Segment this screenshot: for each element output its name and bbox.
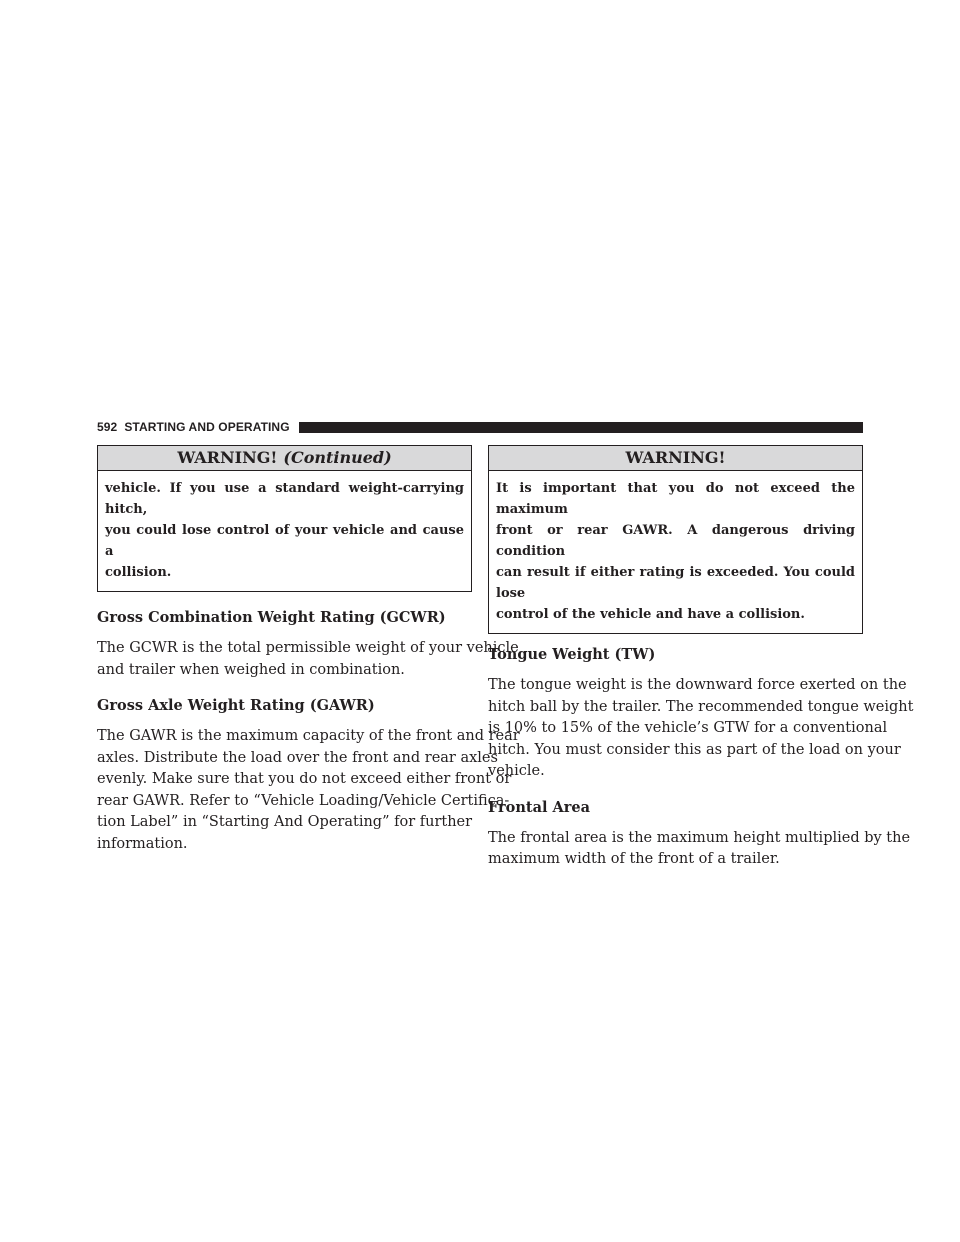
section-title: STARTING AND OPERATING xyxy=(124,420,290,434)
page-number: 592 xyxy=(97,420,118,434)
warning-line: collision. xyxy=(105,565,172,580)
paragraph-line: tion Label” in “Starting And Operating” for further xyxy=(97,814,473,830)
frontal-heading: Frontal Area xyxy=(488,798,591,816)
warning-line: you could lose control of your vehicle and cause a xyxy=(105,523,464,559)
warning-line: control of the vehicle and have a collision. xyxy=(496,607,805,622)
warning-heading xyxy=(98,446,471,471)
warning-box xyxy=(488,445,863,634)
warning-line: can result if either rating is exceeded. You could lose xyxy=(496,565,855,601)
warning-box-continued xyxy=(97,445,472,592)
gawr-paragraph xyxy=(97,726,520,855)
warning-continued: (Continued) xyxy=(283,448,392,467)
header-rule xyxy=(299,422,863,433)
paragraph-line: hitch ball by the trailer. The recommended tongue weight xyxy=(488,698,914,715)
warning-text xyxy=(98,471,471,591)
tw-paragraph xyxy=(488,675,914,783)
paragraph-line: The GAWR is the maximum capacity of the front and rear xyxy=(97,728,520,744)
warning-line: It is important that you do not exceed the maximum xyxy=(496,481,855,517)
paragraph-line: information. xyxy=(97,835,188,852)
frontal-paragraph xyxy=(488,828,911,871)
gcwr-heading: Gross Combination Weight Rating (GCWR) xyxy=(97,609,446,626)
paragraph-line: and trailer when weighed in combination. xyxy=(97,661,405,678)
warning-title: WARNING! xyxy=(177,448,278,467)
gawr-heading: Gross Axle Weight Rating (GAWR) xyxy=(97,697,375,714)
tw-heading: Tongue Weight (TW) xyxy=(488,646,656,663)
paragraph-line: maximum width of the front of a trailer. xyxy=(488,851,780,867)
right-column xyxy=(488,445,914,871)
paragraph-line: evenly. Make sure that you do not exceed either front or xyxy=(97,771,512,787)
paragraph-line: The frontal area is the maximum height multiplied by the xyxy=(488,829,911,846)
paragraph-line: hitch. You must consider this as part of the load on your xyxy=(488,741,901,758)
gcwr-paragraph xyxy=(97,638,519,681)
page-header xyxy=(97,418,863,436)
warning-line: vehicle. If you use a standard weight-carrying hitch, xyxy=(105,481,464,517)
left-column xyxy=(97,445,520,855)
paragraph-line: axles. Distribute the load over the front and rear axles xyxy=(97,749,498,766)
warning-heading xyxy=(489,446,862,471)
paragraph-line: rear GAWR. Refer to “Vehicle Loading/Vehicle Certifica- xyxy=(97,792,510,809)
paragraph-line: vehicle. xyxy=(488,763,545,779)
warning-title: WARNING! xyxy=(625,448,726,467)
warning-text xyxy=(489,471,862,633)
paragraph-line: is 10% to 15% of the vehicle’s GTW for a conventional xyxy=(488,720,888,736)
paragraph-line: The GCWR is the total permissible weight of your vehicle xyxy=(97,640,519,656)
warning-line: front or rear GAWR. A dangerous driving condition xyxy=(496,523,855,559)
paragraph-line: The tongue weight is the downward force exerted on the xyxy=(488,677,907,693)
